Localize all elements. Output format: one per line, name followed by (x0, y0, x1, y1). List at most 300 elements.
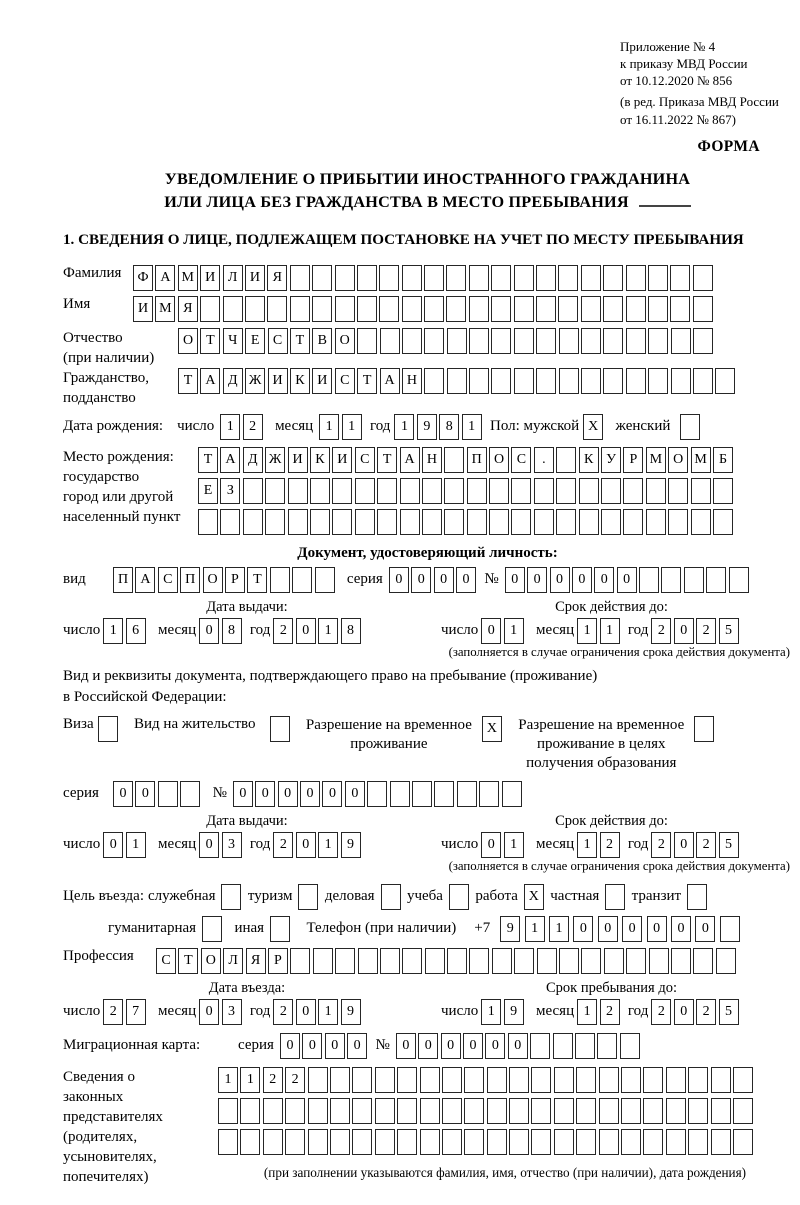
char-box[interactable] (666, 1129, 686, 1155)
temp-residence-checkbox[interactable]: X (482, 716, 502, 742)
char-box[interactable] (424, 296, 444, 322)
char-box[interactable] (270, 567, 290, 593)
char-box[interactable] (308, 1129, 328, 1155)
char-box[interactable] (579, 509, 599, 535)
char-box[interactable] (290, 265, 310, 291)
char-box[interactable] (313, 948, 333, 974)
char-box[interactable]: И (133, 296, 153, 322)
char-box[interactable] (661, 567, 681, 593)
char-box[interactable] (556, 478, 576, 504)
char-box[interactable]: 9 (341, 832, 361, 858)
char-box[interactable] (599, 1129, 619, 1155)
char-box[interactable] (379, 265, 399, 291)
char-box[interactable] (397, 1067, 417, 1093)
char-box[interactable] (502, 781, 522, 807)
char-box[interactable]: Т (377, 447, 397, 473)
char-box[interactable]: 1 (220, 414, 240, 440)
char-box[interactable]: 0 (302, 1033, 322, 1059)
purpose-business-checkbox[interactable] (381, 884, 401, 910)
char-box[interactable] (733, 1067, 753, 1093)
char-box[interactable]: 0 (505, 567, 525, 593)
char-box[interactable] (469, 368, 489, 394)
char-box[interactable]: 8 (439, 414, 459, 440)
char-box[interactable]: 1 (318, 832, 338, 858)
char-box[interactable] (420, 1129, 440, 1155)
char-box[interactable]: С (355, 447, 375, 473)
char-box[interactable] (446, 296, 466, 322)
char-box[interactable] (536, 265, 556, 291)
char-box[interactable]: А (155, 265, 175, 291)
sex-male-checkbox[interactable]: X (583, 414, 603, 440)
char-box[interactable] (464, 1067, 484, 1093)
char-box[interactable]: 0 (674, 999, 694, 1025)
char-box[interactable]: 2 (273, 618, 293, 644)
char-box[interactable]: 9 (417, 414, 437, 440)
char-box[interactable]: У (601, 447, 621, 473)
char-box[interactable]: Р (225, 567, 245, 593)
char-box[interactable] (444, 509, 464, 535)
char-box[interactable] (158, 781, 178, 807)
char-box[interactable]: 3 (222, 999, 242, 1025)
char-box[interactable] (308, 1098, 328, 1124)
char-box[interactable]: Е (198, 478, 218, 504)
char-box[interactable]: Б (713, 447, 733, 473)
char-box[interactable]: 2 (651, 999, 671, 1025)
char-box[interactable]: 0 (434, 567, 454, 593)
char-box[interactable]: 0 (255, 781, 275, 807)
char-box[interactable]: И (332, 447, 352, 473)
char-box[interactable] (556, 509, 576, 535)
char-box[interactable]: О (201, 948, 221, 974)
char-box[interactable] (668, 478, 688, 504)
char-box[interactable]: 0 (572, 567, 592, 593)
char-box[interactable] (469, 265, 489, 291)
sex-female-checkbox[interactable] (680, 414, 700, 440)
char-box[interactable]: 5 (719, 618, 739, 644)
char-box[interactable]: 2 (696, 832, 716, 858)
char-box[interactable] (425, 948, 445, 974)
char-box[interactable]: М (691, 447, 711, 473)
char-box[interactable] (556, 447, 576, 473)
char-box[interactable] (285, 1098, 305, 1124)
char-box[interactable]: С (511, 447, 531, 473)
char-box[interactable] (693, 296, 713, 322)
char-box[interactable]: 1 (319, 414, 339, 440)
char-box[interactable]: 0 (674, 832, 694, 858)
char-box[interactable]: 0 (671, 916, 691, 942)
char-box[interactable] (442, 1067, 462, 1093)
char-box[interactable] (576, 1129, 596, 1155)
char-box[interactable] (352, 1067, 372, 1093)
char-box[interactable]: 0 (135, 781, 155, 807)
char-box[interactable] (626, 265, 646, 291)
char-box[interactable]: Д (223, 368, 243, 394)
char-box[interactable] (554, 1129, 574, 1155)
char-box[interactable] (285, 1129, 305, 1155)
char-box[interactable] (479, 781, 499, 807)
visa-checkbox[interactable] (98, 716, 118, 742)
char-box[interactable] (223, 296, 243, 322)
char-box[interactable] (733, 1098, 753, 1124)
char-box[interactable] (514, 296, 534, 322)
char-box[interactable] (581, 265, 601, 291)
char-box[interactable] (402, 296, 422, 322)
char-box[interactable] (711, 1098, 731, 1124)
char-box[interactable]: 0 (278, 781, 298, 807)
char-box[interactable]: 1 (218, 1067, 238, 1093)
char-box[interactable]: П (180, 567, 200, 593)
char-box[interactable]: 2 (696, 999, 716, 1025)
char-box[interactable] (646, 509, 666, 535)
char-box[interactable]: Т (198, 447, 218, 473)
char-box[interactable]: П (113, 567, 133, 593)
char-box[interactable] (265, 509, 285, 535)
char-box[interactable]: 1 (318, 999, 338, 1025)
char-box[interactable]: 0 (598, 916, 618, 942)
char-box[interactable] (357, 265, 377, 291)
char-box[interactable] (581, 328, 601, 354)
char-box[interactable]: 0 (418, 1033, 438, 1059)
char-box[interactable] (668, 509, 688, 535)
char-box[interactable]: 1 (462, 414, 482, 440)
char-box[interactable] (492, 948, 512, 974)
char-box[interactable] (713, 509, 733, 535)
char-box[interactable]: 0 (481, 618, 501, 644)
char-box[interactable]: 0 (280, 1033, 300, 1059)
char-box[interactable] (444, 478, 464, 504)
char-box[interactable]: 0 (647, 916, 667, 942)
char-box[interactable]: 0 (325, 1033, 345, 1059)
char-box[interactable] (292, 567, 312, 593)
char-box[interactable]: 0 (322, 781, 342, 807)
char-box[interactable]: 0 (199, 832, 219, 858)
char-box[interactable]: 9 (341, 999, 361, 1025)
char-box[interactable] (487, 1129, 507, 1155)
char-box[interactable]: О (668, 447, 688, 473)
char-box[interactable] (446, 265, 466, 291)
char-box[interactable] (639, 567, 659, 593)
char-box[interactable] (444, 447, 464, 473)
char-box[interactable]: 0 (345, 781, 365, 807)
char-box[interactable] (464, 1098, 484, 1124)
char-box[interactable]: С (268, 328, 288, 354)
char-box[interactable] (218, 1129, 238, 1155)
char-box[interactable] (332, 509, 352, 535)
char-box[interactable] (514, 948, 534, 974)
char-box[interactable]: С (158, 567, 178, 593)
char-box[interactable]: 1 (577, 832, 597, 858)
char-box[interactable] (579, 478, 599, 504)
char-box[interactable] (603, 265, 623, 291)
char-box[interactable]: Д (243, 447, 263, 473)
char-box[interactable] (531, 1067, 551, 1093)
char-box[interactable] (693, 265, 713, 291)
residence-permit-checkbox[interactable] (270, 716, 290, 742)
char-box[interactable] (243, 509, 263, 535)
char-box[interactable] (576, 1067, 596, 1093)
char-box[interactable] (402, 948, 422, 974)
char-box[interactable] (420, 1067, 440, 1093)
char-box[interactable]: Л (223, 948, 243, 974)
char-box[interactable] (352, 1098, 372, 1124)
purpose-official-checkbox[interactable] (221, 884, 241, 910)
char-box[interactable]: Я (246, 948, 266, 974)
char-box[interactable] (422, 509, 442, 535)
char-box[interactable]: 0 (103, 832, 123, 858)
char-box[interactable]: Н (422, 447, 442, 473)
char-box[interactable]: 0 (296, 618, 316, 644)
char-box[interactable] (581, 368, 601, 394)
char-box[interactable]: 2 (651, 832, 671, 858)
char-box[interactable]: А (220, 447, 240, 473)
char-box[interactable] (603, 296, 623, 322)
char-box[interactable]: 2 (600, 832, 620, 858)
char-box[interactable] (509, 1067, 529, 1093)
char-box[interactable] (711, 1067, 731, 1093)
char-box[interactable] (643, 1067, 663, 1093)
char-box[interactable]: 1 (240, 1067, 260, 1093)
char-box[interactable]: 0 (508, 1033, 528, 1059)
char-box[interactable] (559, 948, 579, 974)
char-box[interactable] (397, 1098, 417, 1124)
char-box[interactable]: Ч (223, 328, 243, 354)
char-box[interactable] (626, 948, 646, 974)
char-box[interactable] (666, 1098, 686, 1124)
char-box[interactable] (457, 781, 477, 807)
char-box[interactable] (649, 948, 669, 974)
char-box[interactable] (514, 328, 534, 354)
char-box[interactable]: 1 (126, 832, 146, 858)
char-box[interactable] (531, 1129, 551, 1155)
char-box[interactable] (648, 265, 668, 291)
char-box[interactable]: 7 (126, 999, 146, 1025)
char-box[interactable]: 1 (318, 618, 338, 644)
char-box[interactable] (469, 948, 489, 974)
char-box[interactable]: 0 (199, 618, 219, 644)
char-box[interactable] (377, 478, 397, 504)
char-box[interactable] (357, 296, 377, 322)
char-box[interactable]: Е (245, 328, 265, 354)
char-box[interactable]: Р (623, 447, 643, 473)
char-box[interactable] (355, 478, 375, 504)
char-box[interactable]: 2 (696, 618, 716, 644)
char-box[interactable]: О (489, 447, 509, 473)
char-box[interactable]: И (245, 265, 265, 291)
char-box[interactable] (290, 296, 310, 322)
char-box[interactable]: 5 (719, 832, 739, 858)
char-box[interactable] (558, 265, 578, 291)
char-box[interactable] (626, 368, 646, 394)
char-box[interactable] (648, 296, 668, 322)
char-box[interactable] (400, 509, 420, 535)
char-box[interactable] (288, 478, 308, 504)
char-box[interactable] (729, 567, 749, 593)
char-box[interactable] (358, 948, 378, 974)
char-box[interactable]: 0 (296, 832, 316, 858)
char-box[interactable] (713, 478, 733, 504)
char-box[interactable]: Т (178, 368, 198, 394)
char-box[interactable] (335, 265, 355, 291)
char-box[interactable]: 0 (347, 1033, 367, 1059)
char-box[interactable] (716, 948, 736, 974)
char-box[interactable] (240, 1129, 260, 1155)
char-box[interactable] (434, 781, 454, 807)
char-box[interactable]: А (400, 447, 420, 473)
char-box[interactable] (554, 1067, 574, 1093)
purpose-private-checkbox[interactable] (605, 884, 625, 910)
char-box[interactable] (537, 948, 557, 974)
char-box[interactable]: О (335, 328, 355, 354)
char-box[interactable] (377, 509, 397, 535)
char-box[interactable]: 0 (695, 916, 715, 942)
char-box[interactable] (200, 296, 220, 322)
char-box[interactable] (530, 1033, 550, 1059)
char-box[interactable] (626, 328, 646, 354)
char-box[interactable] (693, 328, 713, 354)
char-box[interactable] (469, 328, 489, 354)
char-box[interactable] (332, 478, 352, 504)
char-box[interactable]: Т (247, 567, 267, 593)
char-box[interactable]: 0 (296, 999, 316, 1025)
char-box[interactable] (380, 948, 400, 974)
char-box[interactable] (375, 1129, 395, 1155)
char-box[interactable]: 2 (285, 1067, 305, 1093)
char-box[interactable] (559, 368, 579, 394)
char-box[interactable]: И (200, 265, 220, 291)
char-box[interactable] (464, 1129, 484, 1155)
char-box[interactable] (666, 1067, 686, 1093)
char-box[interactable] (375, 1098, 395, 1124)
char-box[interactable] (559, 328, 579, 354)
char-box[interactable] (581, 296, 601, 322)
char-box[interactable]: 2 (273, 832, 293, 858)
char-box[interactable] (240, 1098, 260, 1124)
char-box[interactable] (621, 1067, 641, 1093)
char-box[interactable] (688, 1098, 708, 1124)
char-box[interactable]: Ф (133, 265, 153, 291)
char-box[interactable] (180, 781, 200, 807)
char-box[interactable] (715, 368, 735, 394)
char-box[interactable]: А (380, 368, 400, 394)
char-box[interactable] (467, 478, 487, 504)
char-box[interactable]: 1 (577, 999, 597, 1025)
char-box[interactable] (265, 478, 285, 504)
char-box[interactable]: 9 (504, 999, 524, 1025)
char-box[interactable] (534, 478, 554, 504)
char-box[interactable]: 2 (243, 414, 263, 440)
char-box[interactable] (335, 948, 355, 974)
char-box[interactable]: А (135, 567, 155, 593)
char-box[interactable] (575, 1033, 595, 1059)
char-box[interactable]: 0 (113, 781, 133, 807)
char-box[interactable]: К (310, 447, 330, 473)
char-box[interactable] (312, 265, 332, 291)
char-box[interactable] (626, 296, 646, 322)
char-box[interactable]: И (288, 447, 308, 473)
char-box[interactable]: 6 (126, 618, 146, 644)
char-box[interactable]: В (312, 328, 332, 354)
char-box[interactable]: 0 (411, 567, 431, 593)
char-box[interactable] (620, 1033, 640, 1059)
char-box[interactable]: 2 (651, 618, 671, 644)
char-box[interactable]: 0 (463, 1033, 483, 1059)
char-box[interactable] (536, 368, 556, 394)
char-box[interactable] (380, 328, 400, 354)
char-box[interactable] (243, 478, 263, 504)
char-box[interactable] (290, 948, 310, 974)
char-box[interactable]: 1 (525, 916, 545, 942)
char-box[interactable] (599, 1098, 619, 1124)
char-box[interactable] (424, 328, 444, 354)
char-box[interactable] (601, 509, 621, 535)
char-box[interactable] (310, 509, 330, 535)
char-box[interactable] (643, 1098, 663, 1124)
char-box[interactable]: 0 (481, 832, 501, 858)
char-box[interactable]: С (335, 368, 355, 394)
char-box[interactable]: Ж (265, 447, 285, 473)
char-box[interactable] (670, 265, 690, 291)
char-box[interactable]: Ж (245, 368, 265, 394)
char-box[interactable]: М (646, 447, 666, 473)
char-box[interactable] (604, 948, 624, 974)
char-box[interactable] (553, 1033, 573, 1059)
purpose-other-checkbox[interactable] (270, 916, 290, 942)
char-box[interactable]: С (156, 948, 176, 974)
char-box[interactable]: Т (200, 328, 220, 354)
char-box[interactable] (603, 368, 623, 394)
char-box[interactable] (218, 1098, 238, 1124)
char-box[interactable] (509, 1129, 529, 1155)
char-box[interactable] (412, 781, 432, 807)
char-box[interactable]: 5 (719, 999, 739, 1025)
char-box[interactable]: 1 (103, 618, 123, 644)
char-box[interactable] (420, 1098, 440, 1124)
char-box[interactable]: О (203, 567, 223, 593)
char-box[interactable] (367, 781, 387, 807)
char-box[interactable] (706, 567, 726, 593)
char-box[interactable]: М (155, 296, 175, 322)
char-box[interactable]: З (220, 478, 240, 504)
char-box[interactable]: 0 (594, 567, 614, 593)
char-box[interactable] (447, 948, 467, 974)
char-box[interactable] (511, 478, 531, 504)
purpose-tourism-checkbox[interactable] (298, 884, 318, 910)
char-box[interactable]: 9 (500, 916, 520, 942)
char-box[interactable] (335, 296, 355, 322)
char-box[interactable] (288, 509, 308, 535)
char-box[interactable] (487, 1098, 507, 1124)
char-box[interactable]: 0 (485, 1033, 505, 1059)
char-box[interactable]: Я (178, 296, 198, 322)
char-box[interactable] (489, 478, 509, 504)
char-box[interactable]: 8 (341, 618, 361, 644)
char-box[interactable] (315, 567, 335, 593)
char-box[interactable] (711, 1129, 731, 1155)
char-box[interactable] (531, 1098, 551, 1124)
char-box[interactable] (601, 478, 621, 504)
char-box[interactable]: К (290, 368, 310, 394)
char-box[interactable] (447, 368, 467, 394)
char-box[interactable]: Л (223, 265, 243, 291)
char-box[interactable] (267, 296, 287, 322)
char-box[interactable] (312, 296, 332, 322)
char-box[interactable]: Я (267, 265, 287, 291)
char-box[interactable] (511, 509, 531, 535)
char-box[interactable] (400, 478, 420, 504)
char-box[interactable] (390, 781, 410, 807)
char-box[interactable] (263, 1098, 283, 1124)
char-box[interactable] (554, 1098, 574, 1124)
